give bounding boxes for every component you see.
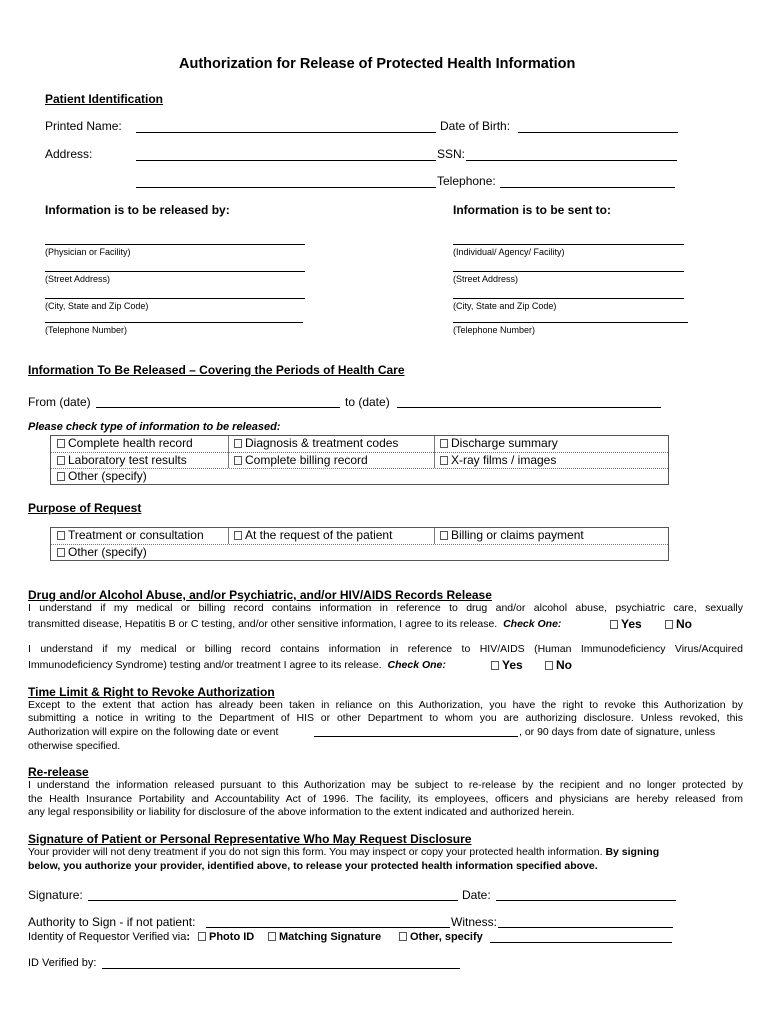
sent-to-street-label: (Street Address) bbox=[453, 274, 519, 284]
printed-name-field[interactable] bbox=[136, 132, 436, 133]
time-limit-heading: Time Limit & Right to Revoke Authorization bbox=[28, 685, 275, 699]
address-field-1[interactable] bbox=[136, 160, 436, 161]
sent-to-phone-label: (Telephone Number) bbox=[453, 325, 536, 335]
signature-field[interactable] bbox=[88, 900, 458, 901]
released-by-physician-label: (Physician or Facility) bbox=[45, 247, 131, 257]
checkbox-icon bbox=[57, 548, 65, 557]
time-limit-line4: otherwise specified. bbox=[28, 740, 121, 752]
checkbox-info-other[interactable]: Other (specify) bbox=[57, 469, 147, 483]
checkbox-icon bbox=[57, 456, 65, 465]
witness-field[interactable] bbox=[498, 927, 673, 928]
dob-label: Date of Birth: bbox=[440, 119, 511, 133]
other-specify-field[interactable] bbox=[490, 942, 672, 943]
rerelease-line3: any legal responsibility or liability for disclosure of the above information to the extent indicated and authorized herein. bbox=[28, 806, 575, 818]
patient-identification-heading: Patient Identification bbox=[45, 92, 164, 106]
expiration-event-field[interactable] bbox=[314, 736, 518, 737]
checkbox-icon bbox=[234, 531, 242, 540]
signature-notice-line2: below, you authorize your provider, identified above, to release your protected health information specified above. bbox=[28, 860, 598, 872]
authority-label: Authority to Sign - if not patient: bbox=[28, 915, 196, 929]
ssn-field[interactable] bbox=[466, 160, 677, 161]
drug-alcohol-heading: Drug and/or Alcohol Abuse, and/or Psychiatric, and/or HIV/AIDS Records Release bbox=[28, 588, 492, 602]
checkbox-billing-claims[interactable]: Billing or claims payment bbox=[440, 528, 584, 542]
time-limit-line1: Except to the extent that action has already been taken in reliance on this Authorization, you have the right to revoke this Authorization by bbox=[28, 699, 743, 711]
checkbox-diagnosis-codes[interactable]: Diagnosis & treatment codes bbox=[234, 436, 398, 450]
sent-to-individual-label: (Individual/ Agency/ Facility) bbox=[453, 247, 565, 257]
witness-label: Witness: bbox=[451, 915, 498, 929]
hiv-no-option[interactable]: No bbox=[545, 658, 572, 672]
checkbox-icon bbox=[440, 456, 448, 465]
checkbox-icon bbox=[57, 472, 65, 481]
sent-to-phone-field[interactable] bbox=[453, 322, 688, 323]
dob-field[interactable] bbox=[518, 132, 678, 133]
checkbox-icon bbox=[399, 932, 407, 941]
signature-date-field[interactable] bbox=[496, 900, 676, 901]
checkbox-billing-record[interactable]: Complete billing record bbox=[234, 453, 368, 467]
sent-to-city-label: (City, State and Zip Code) bbox=[453, 301, 557, 311]
rerelease-line2: the Health Insurance Portability and Accountability Act of 1996. The facility, its employees, officers and physicians are hereby released from bbox=[28, 793, 743, 805]
matching-signature-option[interactable]: Matching Signature bbox=[268, 931, 381, 943]
checkbox-icon bbox=[268, 932, 276, 941]
released-by-city-field[interactable] bbox=[45, 298, 305, 299]
checkbox-xray-films[interactable]: X-ray films / images bbox=[440, 453, 556, 467]
sent-to-heading: Information is to be sent to: bbox=[453, 203, 611, 217]
drug-para1-line2: transmitted disease, Hepatitis B or C testing, and/or other sensitive information, I agree to its release. Check One: bbox=[28, 618, 562, 630]
id-verified-label: ID Verified by: bbox=[28, 957, 97, 969]
hiv-yes-option[interactable]: Yes bbox=[491, 658, 523, 672]
checkbox-purpose-other[interactable]: Other (specify) bbox=[57, 545, 147, 559]
checkbox-icon bbox=[610, 620, 618, 629]
released-by-street-field[interactable] bbox=[45, 271, 305, 272]
rerelease-line1: I understand the information released pursuant to this Authorization may be subject to re-release by the recipient and no longer protected by bbox=[28, 779, 743, 791]
page-title: Authorization for Release of Protected Health Information bbox=[179, 56, 576, 72]
periods-heading: Information To Be Released – Covering the Periods of Health Care bbox=[28, 363, 405, 377]
checkbox-icon bbox=[665, 620, 673, 629]
checkbox-icon bbox=[491, 661, 499, 670]
released-by-phone-label: (Telephone Number) bbox=[45, 325, 128, 335]
checkbox-complete-health-record[interactable]: Complete health record bbox=[57, 436, 193, 450]
from-date-field[interactable] bbox=[96, 407, 340, 408]
telephone-field[interactable] bbox=[500, 187, 675, 188]
signature-notice-line1: Your provider will not deny treatment if you do not sign this form. You may inspect or copy your protected health information. By signing bbox=[28, 846, 660, 858]
released-by-city-label: (City, State and Zip Code) bbox=[45, 301, 149, 311]
checkbox-lab-results[interactable]: Laboratory test results bbox=[57, 453, 187, 467]
sent-to-individual-field[interactable] bbox=[453, 244, 684, 245]
drug-no-option[interactable]: No bbox=[665, 617, 692, 631]
hiv-para-line2: Immunodeficiency Syndrome) testing and/or treatment I agree to its release. Check One: bbox=[28, 659, 446, 671]
checkbox-treatment[interactable]: Treatment or consultation bbox=[57, 528, 204, 542]
released-by-street-label: (Street Address) bbox=[45, 274, 111, 284]
time-limit-line2: submitting a notice in writing to the Department of HIS or other Department to whom you are authorizing disclosure. Unless revoked, this bbox=[28, 712, 743, 724]
from-date-label: From (date) bbox=[28, 395, 91, 409]
ssn-label: SSN: bbox=[437, 147, 466, 161]
sent-to-city-field[interactable] bbox=[453, 298, 684, 299]
checkbox-icon bbox=[440, 439, 448, 448]
purpose-heading: Purpose of Request bbox=[28, 501, 142, 515]
id-verified-field[interactable] bbox=[102, 968, 460, 969]
rerelease-heading: Re-release bbox=[28, 765, 89, 779]
to-date-field[interactable] bbox=[397, 407, 661, 408]
released-by-physician-field[interactable] bbox=[45, 244, 305, 245]
checkbox-icon bbox=[545, 661, 553, 670]
time-limit-line3a: Authorization will expire on the following date or event bbox=[28, 726, 279, 738]
info-types-instruction: Please check type of information to be released: bbox=[28, 421, 281, 433]
date-label: Date: bbox=[462, 888, 491, 902]
printed-name-label: Printed Name: bbox=[45, 119, 122, 133]
checkbox-icon bbox=[57, 531, 65, 540]
checkbox-icon bbox=[57, 439, 65, 448]
telephone-label: Telephone: bbox=[437, 174, 496, 188]
drug-yes-option[interactable]: Yes bbox=[610, 617, 642, 631]
identity-verified-label: Identity of Requestor Verified via: bbox=[28, 931, 191, 943]
address-field-2[interactable] bbox=[136, 187, 436, 188]
drug-para1-line1: I understand if my medical or billing record contains information in reference to drug and/or alcohol abuse, psychiatric care, sexually bbox=[28, 602, 743, 614]
signature-label: Signature: bbox=[28, 888, 83, 902]
checkbox-icon bbox=[198, 932, 206, 941]
other-specify-option[interactable]: Other, specify bbox=[399, 931, 483, 943]
checkbox-patient-request[interactable]: At the request of the patient bbox=[234, 528, 392, 542]
checkbox-icon bbox=[234, 439, 242, 448]
checkbox-discharge-summary[interactable]: Discharge summary bbox=[440, 436, 558, 450]
released-by-heading: Information is to be released by: bbox=[45, 203, 230, 217]
time-limit-line3b: , or 90 days from date of signature, unless bbox=[519, 726, 716, 738]
to-date-label: to (date) bbox=[345, 395, 390, 409]
released-by-phone-field[interactable] bbox=[45, 322, 303, 323]
checkbox-icon bbox=[440, 531, 448, 540]
checkbox-icon bbox=[234, 456, 242, 465]
authority-field[interactable] bbox=[206, 927, 450, 928]
hiv-para-line1: I understand if my medical or billing record contains information in reference to HIV/AIDS (Human Immunodeficiency Virus/Acquired bbox=[28, 643, 743, 655]
sent-to-street-field[interactable] bbox=[453, 271, 684, 272]
signature-heading: Signature of Patient or Personal Representative Who May Request Disclosure bbox=[28, 832, 472, 846]
address-label: Address: bbox=[45, 147, 93, 161]
photo-id-option[interactable]: Photo ID bbox=[198, 931, 254, 943]
